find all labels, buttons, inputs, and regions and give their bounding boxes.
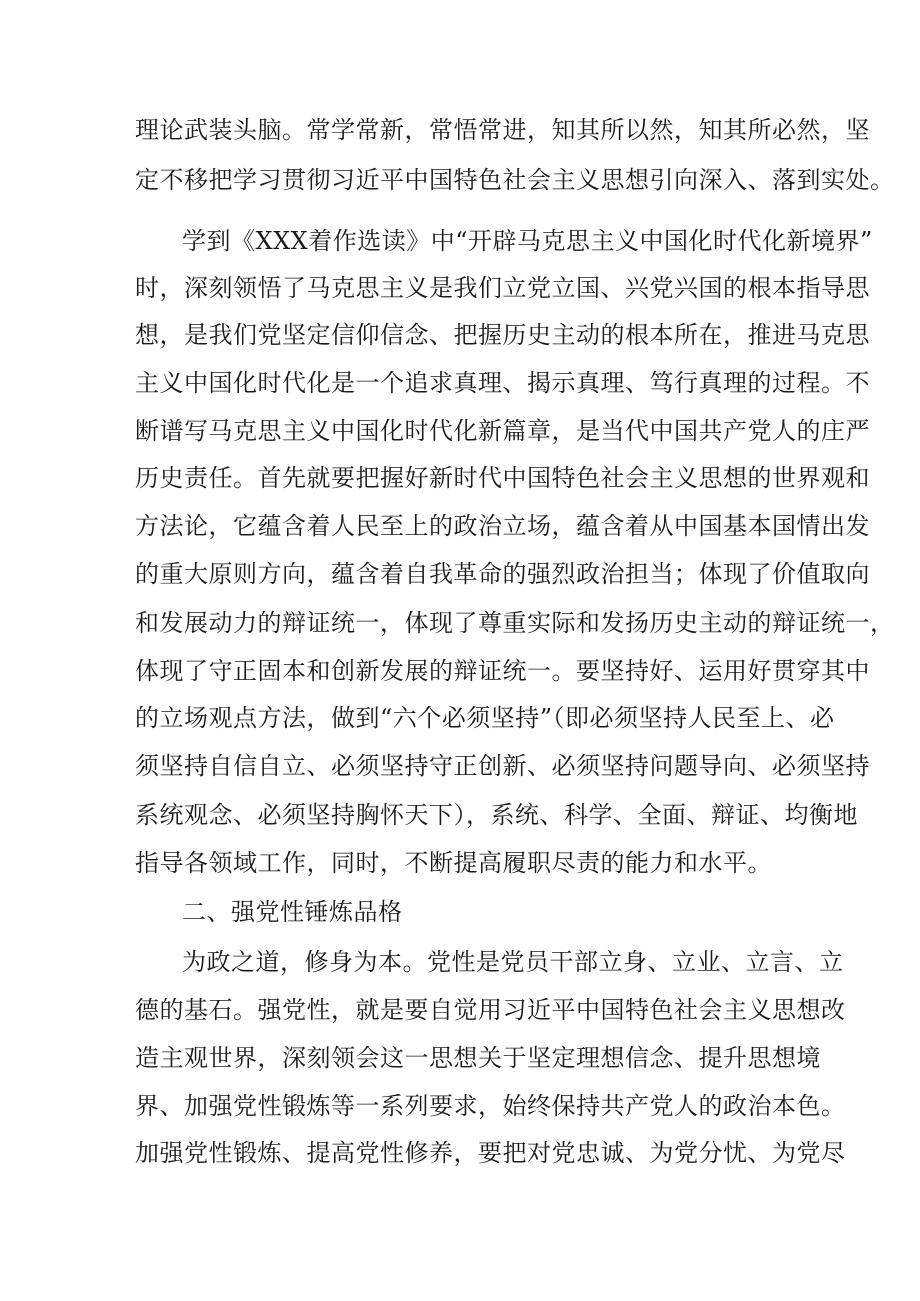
- text-line: 须坚持自信自立、必须坚持守正创新、必须坚持问题导向、必须坚持: [135, 752, 870, 780]
- text-line: 断谱写马克思主义中国化时代化新篇章，是当代中国共产党人的庄严: [135, 417, 870, 445]
- text-line: 为政之道，修身为本。党性是党员干部立身、立业、立言、立: [182, 948, 844, 976]
- text-line: 体现了守正固本和创新发展的辩证统一。要坚持好、运用好贯穿其中: [135, 657, 870, 685]
- text-line: 历史责任。首先就要把握好新时代中国特色社会主义思想的世界观和: [135, 464, 870, 492]
- text-line: 界、加强党性锻炼等一系列要求，始终保持共产党人的政治本色。: [135, 1092, 846, 1120]
- text-line: 的立场观点方法，做到“六个必须坚持”（即必须坚持人民至上、必: [135, 704, 835, 732]
- text-line: 造主观世界，深刻领会这一思想关于坚定理想信念、提升思想境: [135, 1044, 821, 1072]
- text-line: 方法论，它蕴含着人民至上的政治立场，蕴含着从中国基本国情出发: [135, 512, 870, 540]
- text-line: 时，深刻领悟了马克思主义是我们立党立国、兴党兴国的根本指导思: [135, 274, 870, 302]
- text-line: 指导各领域工作，同时，不断提高履职尽责的能力和水平。: [135, 849, 772, 877]
- text-line: 定不移把学习贯彻习近平中国特色社会主义思想引向深入、落到实处。: [135, 166, 895, 194]
- section-heading: 二、强党性锤炼品格: [182, 898, 403, 926]
- text-line: 系统观念、必须坚持胸怀天下），系统、科学、全面、辩证、均衡地: [135, 801, 858, 829]
- text-line: 理论武装头脑。常学常新，常悟常进，知其所以然，知其所必然，坚: [135, 116, 870, 144]
- text-line: 主义中国化时代化是一个追求真理、揭示真理、笃行真理的过程。不: [135, 369, 870, 397]
- text-line: 和发展动力的辩证统一，体现了尊重实际和发扬历史主动的辩证统一，: [135, 609, 895, 637]
- text-line: 学到《XXX着作选读》中“开辟马克思主义中国化时代化新境界”: [182, 227, 873, 255]
- text-line: 的重大原则方向，蕴含着自我革命的强烈政治担当；体现了价值取向: [135, 560, 870, 588]
- text-line: 加强党性锻炼、提高党性修养，要把对党忠诚、为党分忧、为党尽: [135, 1139, 846, 1167]
- text-line: 德的基石。强党性，就是要自觉用习近平中国特色社会主义思想改: [135, 996, 846, 1024]
- text-line: 想，是我们党坚定信仰信念、把握历史主动的根本所在，推进马克思: [135, 321, 870, 349]
